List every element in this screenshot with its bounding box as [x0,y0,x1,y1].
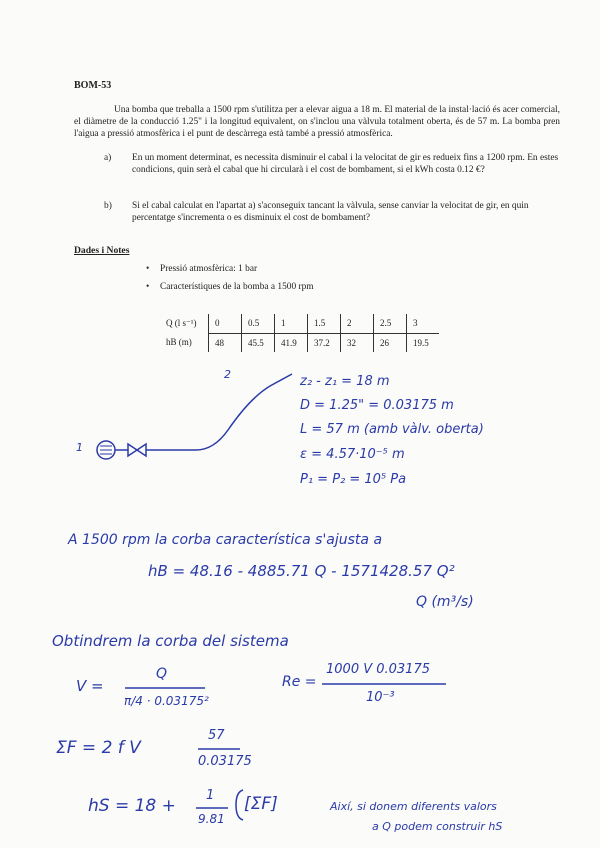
friction-lhs: ΣF = 2 f V [56,738,141,758]
table-cell: 48 [209,333,242,352]
head-header: hB (m) [160,333,209,352]
table-cell: 3 [407,314,440,333]
velocity-lhs: V = [76,677,104,695]
system-curve-intro: Obtindrem la corba del sistema [52,632,289,650]
system-head-lhs: hS = 18 + [88,796,176,816]
pump-curve-equation: hB = 48.16 - 4885.71 Q - 1571428.57 Q² [148,562,455,580]
velocity-denominator: π/4 · 0.03175² [124,694,209,708]
given-pressure: P₁ = P₂ = 10⁵ Pa [300,472,407,487]
reynolds-numerator: 1000 V 0.03175 [326,662,430,677]
point-2-label: 2 [224,368,231,381]
friction-numerator: 57 [208,728,225,743]
reynolds-lhs: Re = [282,674,317,690]
pipe-line [146,374,292,450]
given-height: z₂ - z₁ = 18 m [300,374,390,389]
valve-symbol [128,444,146,456]
table-row-flow [160,314,439,333]
table-cell: 37.2 [308,333,341,352]
question-a [104,152,560,176]
question-b-text: Si el cabal calculat en l'apartat a) s'aconseguix tancant la vàlvula, sense canviar la velocitat de gir, en quin percentatge s'incrementa o es disminuix el cost de bombament? [132,201,529,223]
table-cell: 1.5 [308,314,341,333]
bullet-pump-characteristics: • Característiques de la bomba a 1500 rpm [160,282,314,292]
flow-header: Q (l s⁻¹) [160,314,209,333]
system-head-denominator: 9.81 [198,812,225,826]
table-cell: 26 [374,333,407,352]
flow-units: Q (m³/s) [416,594,474,610]
question-a-label: a) [104,153,112,163]
table-cell: 41.9 [275,333,308,352]
pump-symbol [97,441,115,459]
bracket-left [236,790,243,820]
table-cell: 32 [341,333,374,352]
table-cell: 0 [209,314,242,333]
table-cell: 19.5 [407,333,440,352]
table-cell: 2 [341,314,374,333]
given-roughness: ε = 4.57·10⁻⁵ m [300,447,405,462]
given-length: L = 57 m (amb vàlv. oberta) [300,422,484,437]
question-b-label: b) [104,201,112,211]
note-line-2: a Q podem construir hS [372,820,503,833]
question-b [104,200,560,224]
table-cell: 2.5 [374,314,407,333]
reynolds-denominator: 10⁻³ [366,690,395,705]
point-1-label: 1 [76,441,83,454]
curve-intro: A 1500 rpm la corba característica s'ajusta a [68,532,383,548]
document-code: BOM-53 [74,80,112,91]
table-cell: 0.5 [242,314,275,333]
friction-denominator: 0.03175 [198,754,252,769]
system-head-bracket: [ΣF] [244,794,278,814]
velocity-numerator: Q [156,666,168,682]
pump-impeller [100,446,112,454]
given-diameter: D = 1.25" = 0.03175 m [300,398,454,413]
problem-statement: Una bomba que treballa a 1500 rpm s'utilitza per a elevar aigua a 18 m. El material de la instal·lació és acer comercial, el diàmetre de la conducció 1.25" i la longitud equivalent, on s'inclou una vàlvula totalment oberta, és de 57 m. La bomba pren l'aigua a pressió atmosfèrica i el punt de descàrrega està també a pressió atmosfèrica. [74,105,560,139]
table-cell: 1 [275,314,308,333]
system-head-numerator: 1 [206,788,215,803]
data-notes-title: Dades i Notes [74,245,130,256]
table-row-head [160,333,439,352]
table-cell: 45.5 [242,333,275,352]
question-a-text: En un moment determinat, es necessita disminuir el cabal i la velocitat de gir es redueix fins a 1200 rpm. En estes condicions, quin serà el cabal que hi circularà i el cost de bombament, si el kWh costa 0.12 €? [132,153,559,175]
note-line-1: Així, si donem diferents valors [330,800,497,813]
pump-curve-table [160,314,439,352]
bullet-atmospheric-pressure: • Pressió atmosfèrica: 1 bar [160,264,257,274]
